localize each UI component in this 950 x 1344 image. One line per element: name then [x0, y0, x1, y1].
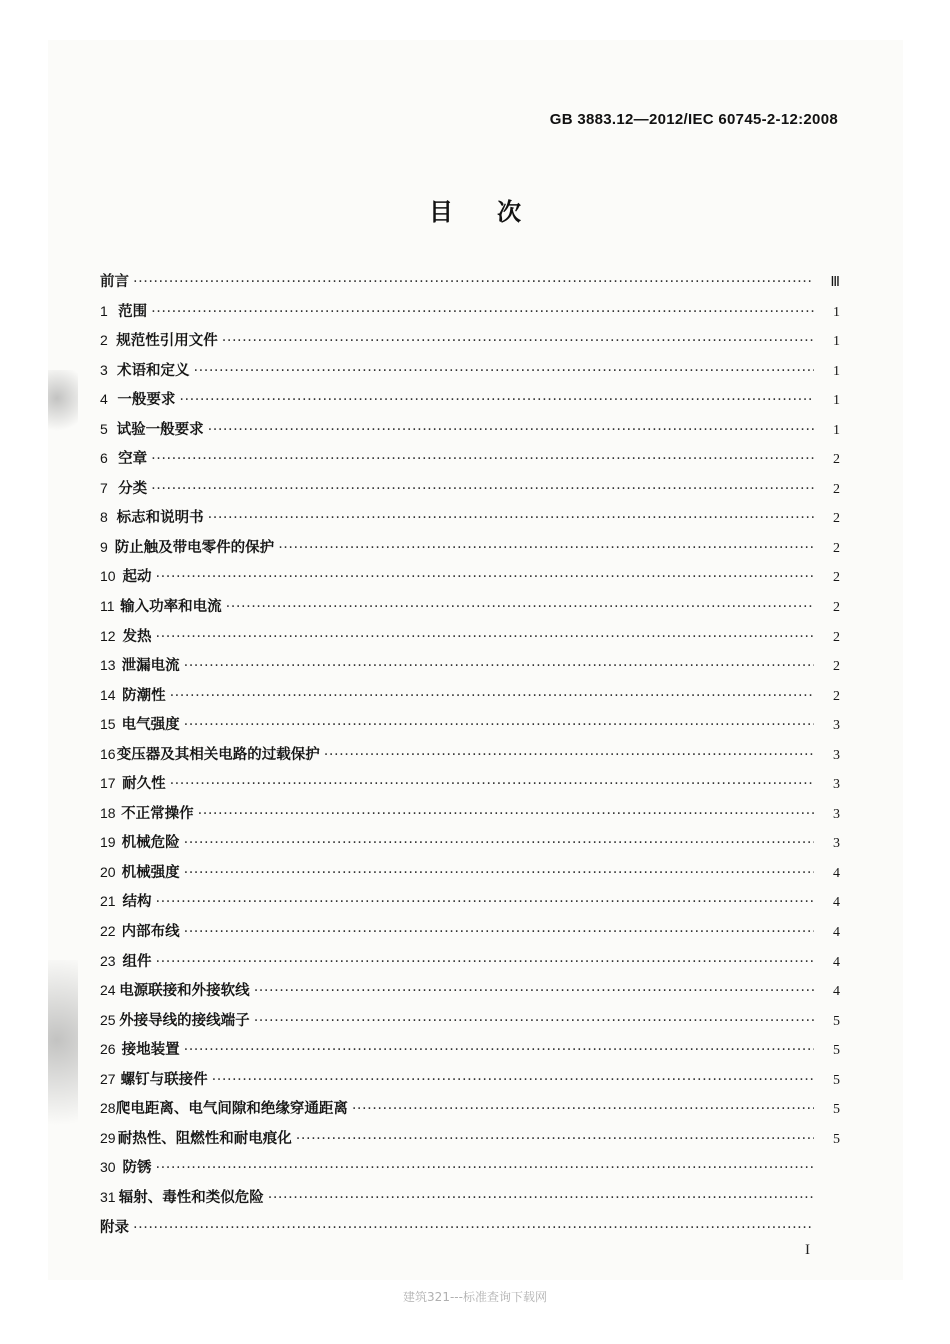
toc-entry-label: 一般要求 [117, 392, 176, 409]
toc-entry[interactable] [100, 654, 840, 684]
toc-entry-page: 2 [833, 659, 840, 675]
toc-entry-page: 2 [833, 600, 840, 616]
toc-entry[interactable] [100, 418, 840, 448]
toc-entry[interactable] [100, 595, 840, 625]
toc-entry-page: 5 [833, 1072, 840, 1088]
standard-code: GB 3883.12—2012/IEC 60745-2-12:2008 [549, 111, 838, 128]
toc-entry-number: 27 [100, 1070, 116, 1087]
toc-entry-label: 辐射、毒性和类似危险 [118, 1189, 264, 1206]
toc-entry-number: 22 [100, 923, 116, 940]
toc-entry[interactable] [100, 1038, 840, 1068]
toc-entry-label: 爬电距离、电气间隙和绝缘穿通距离 [115, 1101, 348, 1118]
toc-entry[interactable] [100, 684, 840, 714]
toc-leader-dots [156, 954, 814, 970]
toc-leader-dots [133, 1220, 814, 1236]
toc-leader-dots [179, 392, 814, 408]
toc-entry-page: 2 [833, 629, 840, 645]
toc-entry-page: 2 [833, 511, 840, 527]
toc-leader-dots [254, 983, 814, 999]
toc-leader-dots [194, 363, 815, 379]
toc-entry-page: 2 [833, 452, 840, 468]
page-title: 目次 [429, 198, 565, 226]
toc-entry[interactable] [100, 477, 840, 507]
toc-entry[interactable] [100, 861, 840, 891]
toc-leader-dots [184, 835, 814, 851]
toc-entry-label: 试验一般要求 [116, 421, 204, 438]
toc-entry-label: 规范性引用文件 [116, 333, 218, 350]
toc-leader-dots [254, 1013, 814, 1029]
toc-entry[interactable] [100, 772, 840, 802]
toc-entry-page: 1 [833, 393, 840, 409]
toc-entry-page: 3 [833, 718, 840, 734]
toc-entry-label: 标志和说明书 [116, 510, 204, 527]
toc-entry-label: 防止触及带电零件的保护 [114, 539, 275, 556]
toc-entry[interactable] [100, 1216, 840, 1246]
toc-entry[interactable] [100, 713, 840, 743]
page-number: I [805, 1242, 810, 1258]
toc-entry[interactable] [100, 979, 840, 1009]
toc-entry-page: Ⅲ [830, 275, 840, 290]
toc-leader-dots [226, 599, 814, 615]
toc-entry-number: 21 [100, 893, 116, 910]
table-of-contents [100, 270, 840, 1245]
scan-speckle [48, 370, 78, 440]
toc-leader-dots [151, 481, 814, 497]
toc-leader-dots [156, 1160, 814, 1176]
toc-leader-dots [278, 540, 814, 556]
toc-entry-number: 13 [100, 657, 116, 674]
toc-entry-number: 23 [100, 952, 116, 969]
toc-entry[interactable] [100, 1156, 840, 1186]
toc-entry-number: 2 [100, 332, 108, 349]
toc-entry[interactable] [100, 625, 840, 655]
toc-entry-page: 1 [833, 334, 840, 350]
toc-entry[interactable] [100, 743, 840, 773]
toc-leader-dots [133, 274, 814, 290]
toc-entry-number: 12 [100, 627, 116, 644]
toc-entry-label: 耐久性 [122, 776, 166, 793]
toc-entry[interactable] [100, 270, 840, 300]
toc-entry-page: 2 [833, 540, 840, 556]
toc-entry-label: 机械危险 [121, 835, 180, 852]
toc-leader-dots [198, 806, 814, 822]
toc-entry-page: 4 [833, 954, 840, 970]
toc-entry-number: 9 [100, 538, 108, 555]
toc-entry-label: 防锈 [122, 1160, 152, 1177]
toc-leader-dots [208, 422, 814, 438]
toc-entry[interactable] [100, 359, 840, 389]
toc-leader-dots [170, 688, 814, 704]
toc-entry-number: 26 [100, 1041, 116, 1058]
toc-entry[interactable] [100, 890, 840, 920]
toc-entry-page: 3 [833, 806, 840, 822]
toc-entry-page: 2 [833, 570, 840, 586]
toc-entry-label: 防潮性 [122, 687, 166, 704]
toc-leader-dots [184, 658, 814, 674]
toc-leader-dots [156, 569, 814, 585]
toc-entry-label: 范围 [118, 303, 148, 320]
toc-leader-dots [352, 1101, 814, 1117]
toc-entry-number: 1 [100, 302, 108, 319]
toc-entry-page: 3 [833, 747, 840, 763]
toc-entry-number: 25 [100, 1011, 116, 1028]
toc-entry[interactable] [100, 920, 840, 950]
toc-leader-dots [222, 333, 814, 349]
toc-entry[interactable] [100, 388, 840, 418]
toc-leader-dots [156, 629, 814, 645]
toc-entry-page: 3 [833, 836, 840, 852]
toc-entry[interactable] [100, 831, 840, 861]
toc-leader-dots [208, 510, 814, 526]
scan-speckle [48, 960, 78, 1160]
toc-entry-number: 10 [100, 568, 116, 585]
toc-leader-dots [151, 304, 814, 320]
toc-entry-label: 电源联接和外接软线 [119, 983, 250, 1000]
toc-entry[interactable] [100, 300, 840, 330]
toc-entry-number: 7 [100, 479, 108, 496]
toc-entry-label: 螺钉与联接件 [120, 1071, 208, 1088]
toc-entry-number: 4 [100, 391, 108, 408]
toc-leader-dots [268, 1190, 814, 1206]
toc-entry-label: 空章 [118, 451, 148, 468]
toc-entry-label: 电气强度 [121, 717, 180, 734]
toc-entry-label: 耐热性、阻燃性和耐电痕化 [117, 1130, 292, 1147]
footer-watermark-text: 建筑321---标准查询下载网 [403, 1290, 547, 1304]
toc-leader-dots [156, 894, 814, 910]
toc-entry-number: 14 [100, 686, 116, 703]
toc-entry-number: 20 [100, 863, 116, 880]
toc-entry-label: 泄漏电流 [121, 658, 180, 675]
toc-leader-dots [324, 747, 814, 763]
toc-entry-page: 3 [833, 777, 840, 793]
toc-entry[interactable] [100, 1186, 840, 1216]
toc-entry-page: 5 [833, 1131, 840, 1147]
toc-entry-number: 11 [100, 598, 115, 615]
toc-entry-page: 4 [833, 895, 840, 911]
toc-entry-number: 16 [100, 745, 116, 762]
toc-entry[interactable] [100, 1127, 840, 1157]
toc-entry-label: 不正常操作 [121, 805, 194, 822]
toc-entry[interactable] [100, 1068, 840, 1098]
toc-entry-number: 6 [100, 450, 108, 467]
toc-leader-dots [184, 1042, 814, 1058]
toc-entry-label: 变压器及其相关电路的过载保护 [116, 746, 320, 763]
toc-leader-dots [296, 1131, 814, 1147]
toc-entry-label: 内部布线 [121, 924, 180, 941]
toc-entry[interactable] [100, 447, 840, 477]
toc-leader-dots [170, 776, 814, 792]
toc-entry-label: 结构 [122, 894, 152, 911]
toc-entry-page: 4 [833, 865, 840, 881]
toc-entry-label: 组件 [122, 953, 152, 970]
toc-entry-page: 4 [833, 925, 840, 941]
toc-entry-number: 18 [100, 804, 116, 821]
toc-entry[interactable] [100, 802, 840, 832]
toc-entry-number: 17 [100, 775, 116, 792]
toc-entry-number: 3 [100, 361, 108, 378]
toc-entry-page: 4 [833, 984, 840, 1000]
toc-entry-number: 31 [100, 1188, 116, 1205]
toc-entry[interactable] [100, 950, 840, 980]
toc-entry-number: 15 [100, 716, 116, 733]
toc-entry-number: 19 [100, 834, 116, 851]
toc-leader-dots [184, 865, 814, 881]
toc-entry-number: 30 [100, 1159, 116, 1176]
toc-entry[interactable] [100, 1097, 840, 1127]
toc-entry-page: 5 [833, 1043, 840, 1059]
toc-entry[interactable] [100, 1009, 840, 1039]
toc-entry-label: 前言 [100, 274, 129, 290]
toc-entry-page: 5 [833, 1102, 840, 1118]
toc-leader-dots [212, 1072, 814, 1088]
toc-entry-page: 2 [833, 481, 840, 497]
toc-leader-dots [184, 924, 814, 940]
toc-entry-number: 8 [100, 509, 108, 526]
toc-entry-page: 1 [833, 422, 840, 438]
toc-entry[interactable] [100, 536, 840, 566]
toc-entry-label: 机械强度 [121, 864, 180, 881]
toc-entry-label: 外接导线的接线端子 [119, 1012, 250, 1029]
toc-entry[interactable] [100, 565, 840, 595]
toc-entry[interactable] [100, 506, 840, 536]
toc-entry-page: 1 [833, 363, 840, 379]
toc-entry-label: 分类 [118, 480, 148, 497]
toc-entry-number: 5 [100, 420, 108, 437]
toc-entry-number: 28 [100, 1100, 116, 1117]
toc-entry-label: 输入功率和电流 [120, 599, 222, 616]
toc-entry-label: 发热 [122, 628, 152, 645]
toc-entry-number: 29 [100, 1129, 116, 1146]
toc-entry-page: 2 [833, 688, 840, 704]
toc-entry-page: 1 [833, 304, 840, 320]
toc-entry-label: 附录 [100, 1219, 129, 1236]
toc-entry-label: 起动 [122, 569, 152, 586]
toc-entry-number: 24 [100, 982, 116, 999]
toc-leader-dots [151, 451, 814, 467]
toc-entry-label: 接地装置 [121, 1042, 180, 1059]
toc-leader-dots [184, 717, 814, 733]
toc-entry[interactable] [100, 329, 840, 359]
toc-entry-page: 5 [833, 1013, 840, 1029]
toc-entry-label: 术语和定义 [117, 362, 190, 379]
